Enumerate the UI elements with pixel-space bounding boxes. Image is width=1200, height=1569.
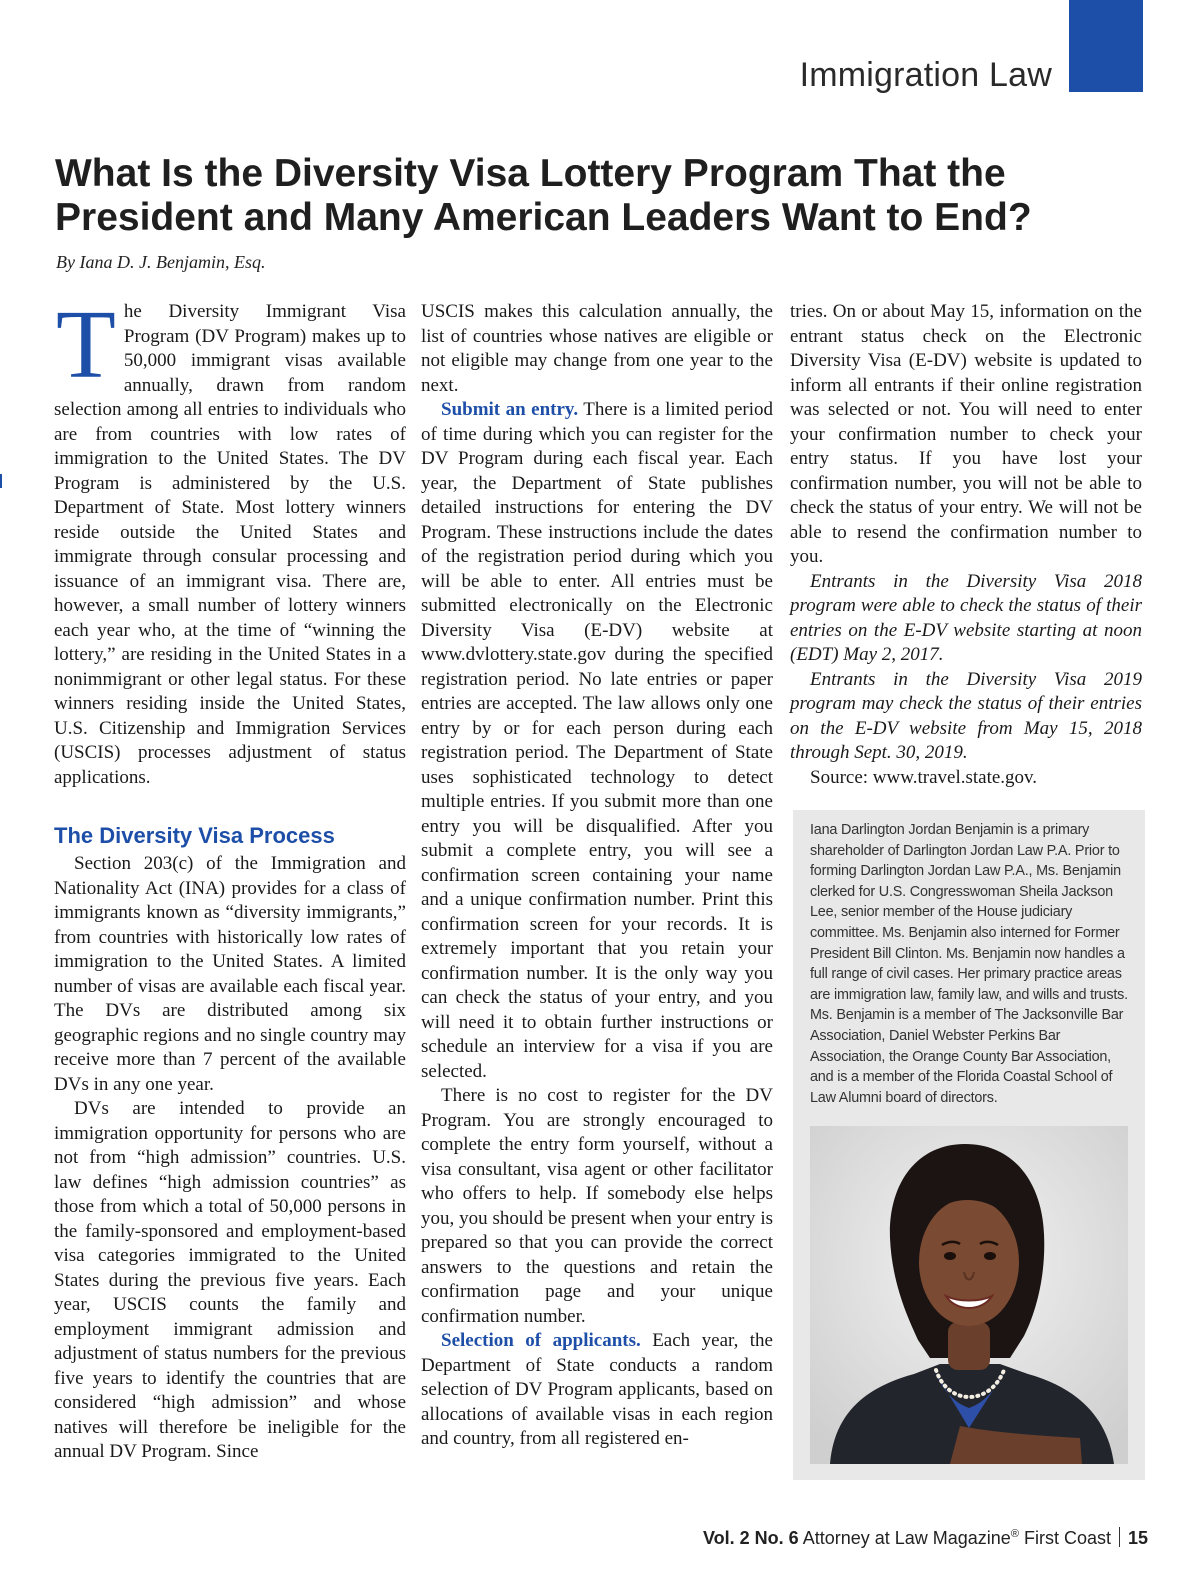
author-portrait-icon: [810, 1126, 1128, 1464]
edition-name: First Coast: [1023, 1528, 1111, 1548]
source-line: Source: www.travel.state.gov.: [810, 766, 1038, 788]
paragraph: [421, 398, 773, 1084]
paragraph: DVs are intended to provide an immigration opportunity for persons who are not from “high admission” countries. U.S. law defines “high admission countries” as those from which a total of 50,000 persons in the family-sponsored and employment-based visa categories immigrated to the United States during the previous five years. Each year, USCIS counts the family and employment immigrant admission and adjustment of status numbers for the previous five years to identify the countries that are considered “high admission” and whose natives will therefore be ineligible for the annual DV Program. Since: [54, 1098, 406, 1462]
section-subhead: The Diversity Visa Process: [54, 823, 335, 848]
article-title: What Is the Diversity Visa Lottery Program That the President and Many American Leaders Want to End?: [55, 152, 1032, 239]
paragraph: Entrants in the Diversity Visa 2019 program may check the status of their entries on the E-DV website from May 15, 2018 through Sept. 30, 2019.: [790, 668, 1142, 763]
header-accent-block: [1069, 0, 1143, 92]
registered-mark: ®: [1010, 1528, 1019, 1540]
author-bio-box: [793, 810, 1145, 1480]
magazine-name: Attorney at Law Magazine: [802, 1528, 1011, 1548]
article-column-1: [54, 291, 406, 1465]
paragraph-text: Each year, the Department of State conducts a random selection of DV Program applicants, based on allocations of available visas in each region and country, from all registered en-: [421, 1330, 773, 1449]
paragraph: Section 203(c) of the Immigration and Nationality Act (INA) provides for a class of immigrants known as “diversity immigrants,” from countries with historically low rates of immigration to the United States. A limited number of visas are available each fiscal year. The DVs are distributed among six geographic regions and no single country may receive more than 7 percent of the available DVs in any one year.: [54, 853, 406, 1095]
page-footer: [703, 1527, 1148, 1549]
edge-mark: [0, 474, 2, 488]
paragraph: There is no cost to register for the DV Program. You are strongly encouraged to complete the entry form yourself, without a visa consultant, visa agent or other facilitator who offers to help. If somebody else helps you, you should be present when your entry is prepared so that you can provide the correct answers to the questions and retain the confirmation page and your unique confirmation number.: [421, 1085, 773, 1327]
footer-divider: [1119, 1527, 1120, 1547]
paragraph-text: he Diversity Immigrant Visa Program (DV Program) makes up to 50,000 immigrant visas available annually, drawn from random selection among all entries to individuals who are from countries with low rates of immigration to the United States. The DV Program is administered by the U.S. Department of State. Most lottery winners reside outside the United States and immigrate through consular processing and issuance of an immigrant visa. There are, however, a small number of lottery winners each year who, at the time of “winning the lottery,” are residing in the United States in a nonimmigrant or other legal status. For these winners residing inside the United States, U.S. Citizenship and Immigration Services (USCIS) processes adjustment of status applications.: [54, 301, 406, 788]
run-in-heading: Selection of applicants.: [441, 1330, 641, 1351]
byline: By Iana D. J. Benjamin, Esq.: [56, 252, 266, 272]
paragraph-text: There is a limited period of time during which you can register for the DV Program during each fiscal year. Each year, the Department of State publishes detailed instructions for entering the DV Program. These instructions include the dates of the registration period during which you will be able to enter. All entries must be submitted electronically on the Electronic Diversity Visa (E-DV) website at www.dvlottery.state.gov during the specified registration period. No late entries or paper entries are accepted. The law allows only one entry by or for each person during each registration period. The Department of State uses sophisticated technology to detect multiple entries. If you submit more than one entry you will be disqualified. After you submit a complete entry, you will see a confirmation screen containing your name and a unique confirmation number. Print this confirmation screen for your records. It is extremely important that you retain your confirmation number. It is the only way you can check the status of your entry, and you will need it to obtain further instructions or schedule an interview for a visa if you are selected.: [421, 399, 773, 1082]
drop-cap: T: [56, 291, 116, 399]
author-bio: Iana Darlington Jordan Benjamin is a primary shareholder of Darlington Jordan Law P.A. Prior to forming Darlington Jordan Law P.A., Ms. Benjamin clerked for U.S. Congresswoman Sheila Jackson Lee, senior member of the House judiciary committee. Ms. Benjamin also interned for Former President Bill Clinton. Ms. Benjamin now handles a full range of civil cases. Her primary practice areas are immigration law, family law, and wills and trusts. Ms. Benjamin is a member of The Jacksonville Bar Association, Daniel Webster Perkins Bar Association, the Orange County Bar Association, and is a member of the Florida Coastal School of Law Alumni board of directors.: [810, 822, 1128, 1106]
article-column-3: [790, 300, 1142, 790]
paragraph: tries. On or about May 15, information on the entrant status check on the Electronic Diversity Visa (E-DV) website is updated to inform all entrants if their online registration was selected or not. You will need to enter your confirmation number to check your entry status. If you have lost your confirmation number, you will not be able to check the status of your entry. We will not be able to resend the confirmation number to you.: [790, 301, 1142, 567]
section-label: Immigration Law: [799, 56, 1052, 94]
paragraph: [421, 1329, 773, 1452]
paragraph: USCIS makes this calculation annually, the list of countries whose natives are eligible or not eligible may change from one year to the next.: [421, 301, 773, 396]
article-column-2: [421, 300, 773, 1452]
run-in-heading: Submit an entry.: [441, 399, 579, 420]
paragraph: [54, 291, 406, 790]
paragraph: Entrants in the Diversity Visa 2018 program were able to check the status of their entries on the E-DV website starting at noon (EDT) May 2, 2017.: [790, 570, 1142, 665]
page-number: 15: [1127, 1528, 1148, 1548]
issue-volume: Vol. 2 No. 6: [703, 1528, 799, 1548]
